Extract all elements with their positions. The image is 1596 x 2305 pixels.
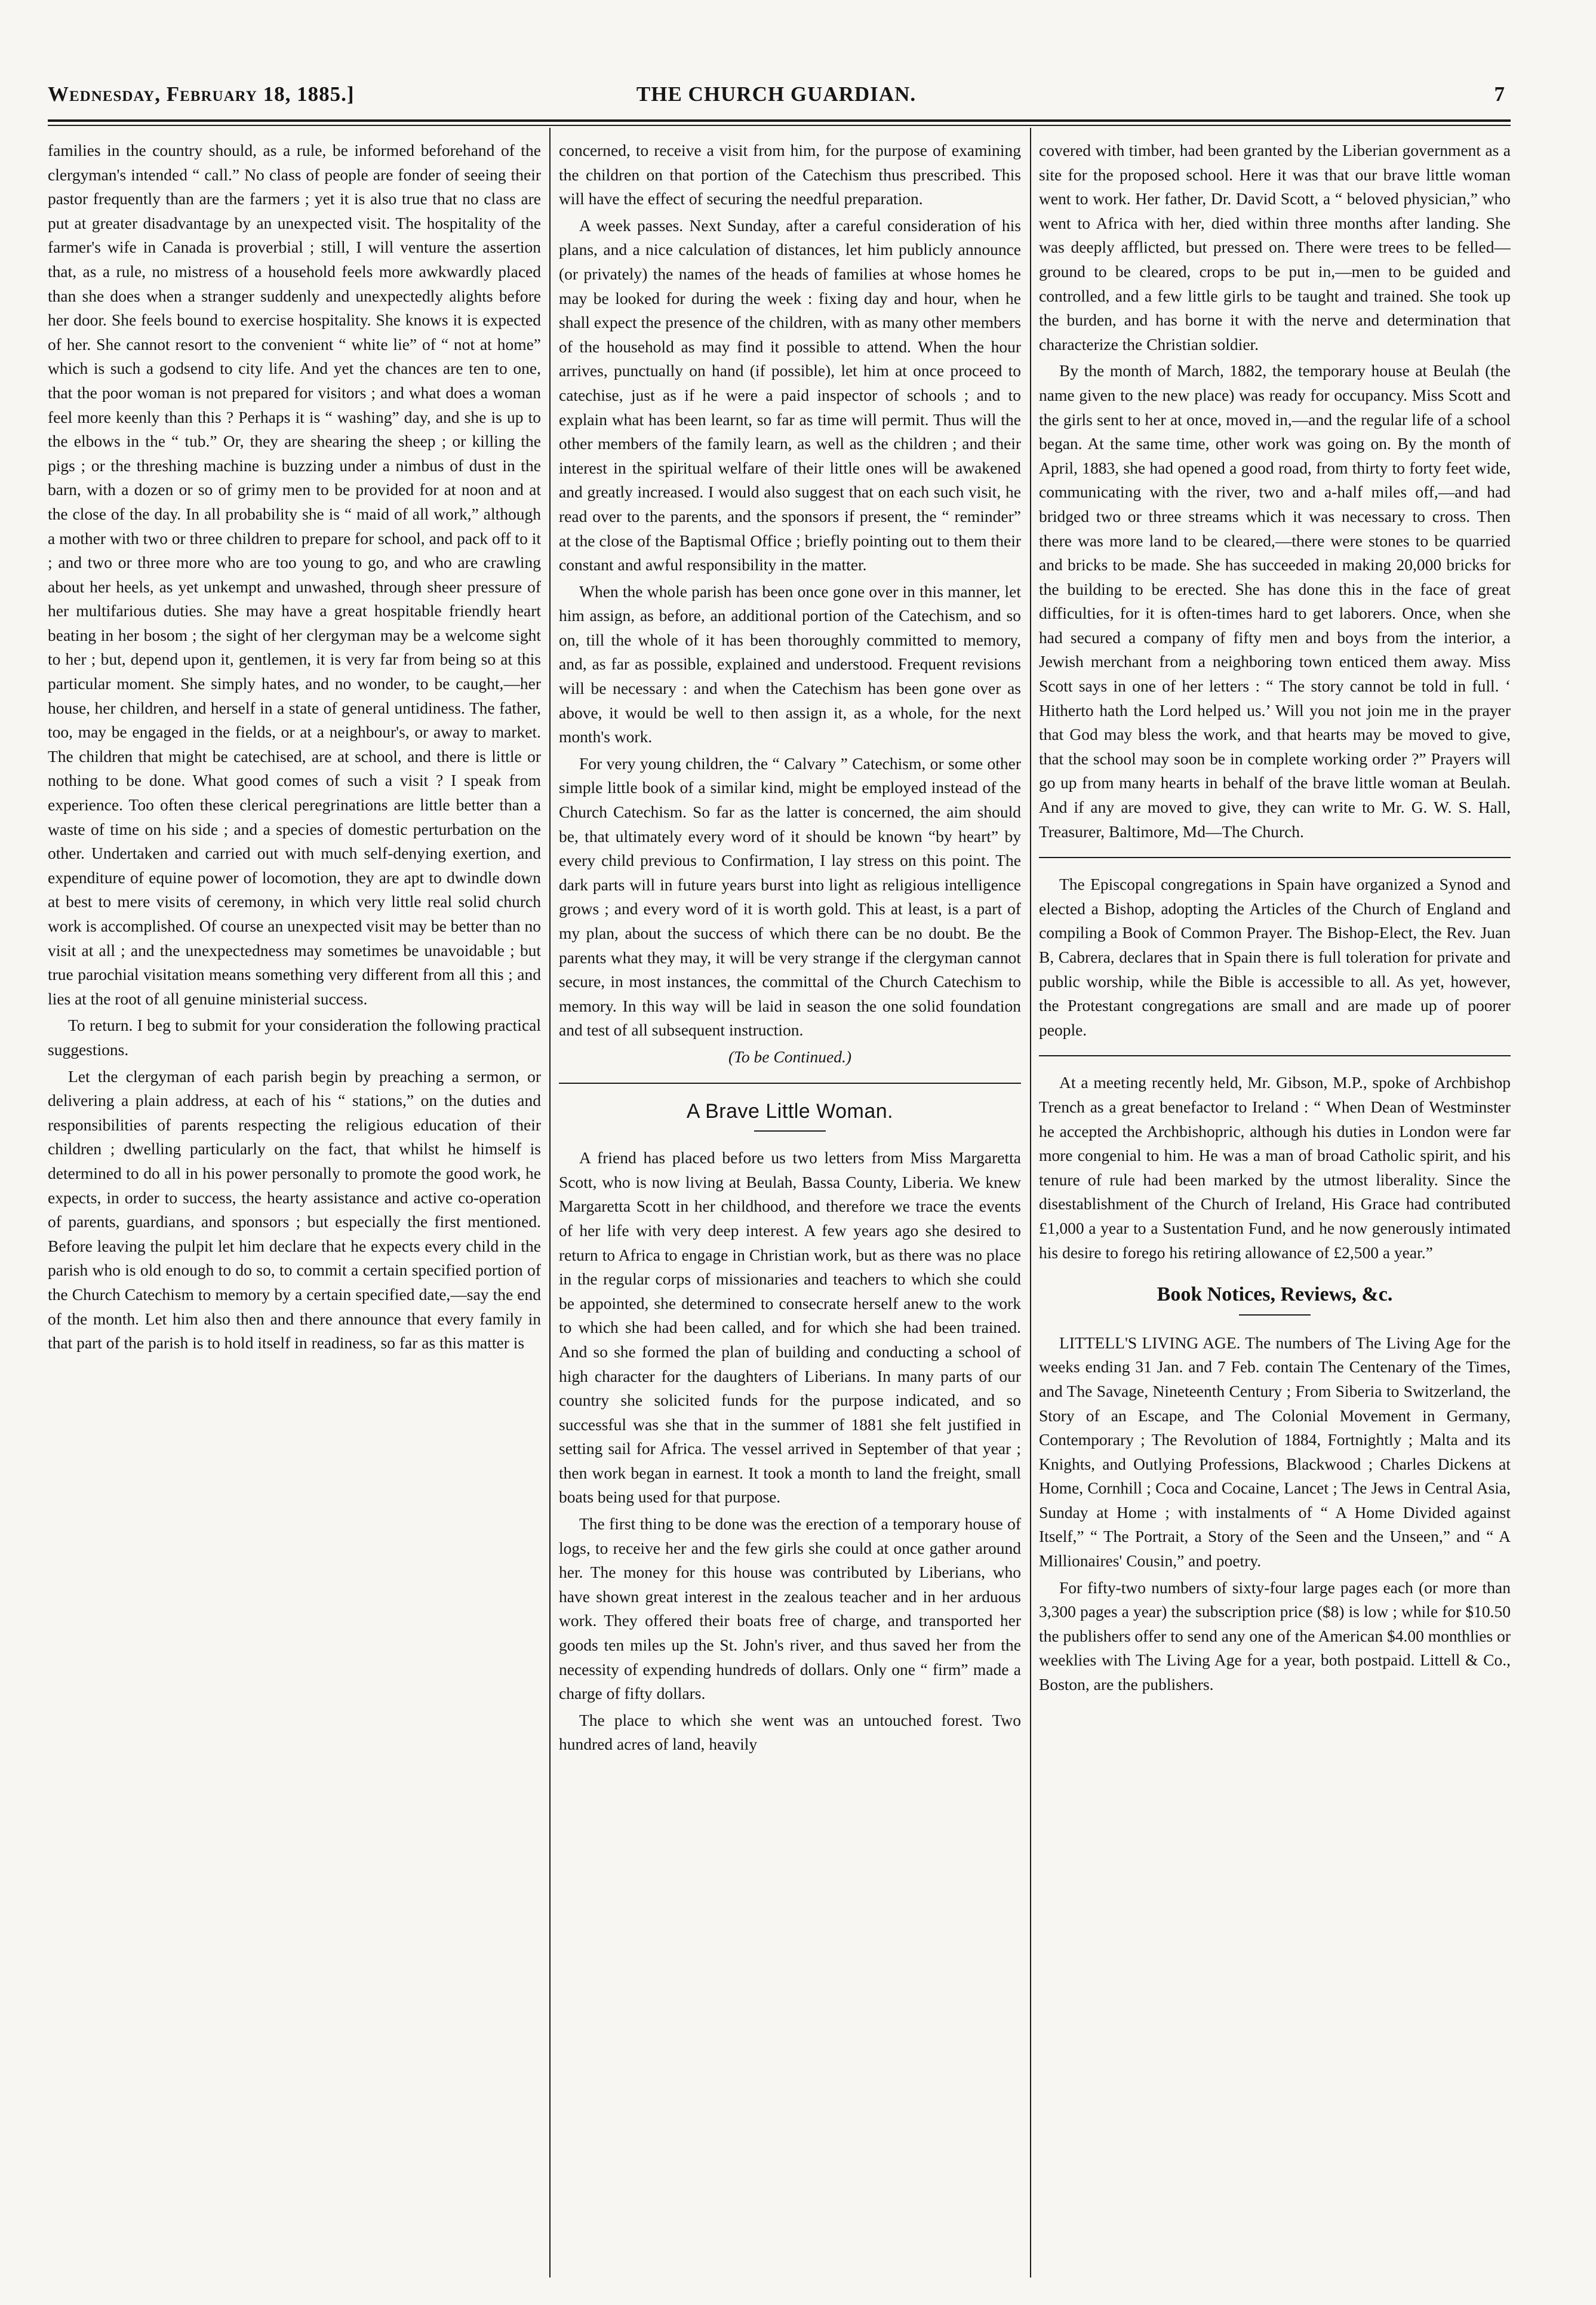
article-paragraph: concerned, to receive a visit from him, for the purpose of examining the children on that portion of the Catechism thus prescribed. This will have the effect of securing the needful preparation. [559, 141, 1021, 208]
book-notice-paragraph: For fifty-two numbers of sixty-four large pages each (or more than 3,300 pages a year) the subscription price ($8) is low ; while for $10.50 the publishers offer to send any one of the American $4.00 monthlies or weeklies with The Living Age for a year, both postpaid. Littell & Co., Boston, are the publishers. [1039, 1578, 1511, 1694]
issue-date: Wednesday, February 18, 1885.] [48, 82, 355, 106]
article-paragraph: To return. I beg to submit for your consideration the following practical suggestions. [48, 1016, 541, 1059]
section-divider [1039, 857, 1511, 858]
heading-underline [1239, 1314, 1311, 1316]
section-divider [1039, 1055, 1511, 1056]
to-be-continued-note: (To be Continued.) [728, 1047, 851, 1066]
article-paragraph: families in the country should, as a rule, be informed beforehand of the clergyman's intended “ call.” No class of people are fonder of seeing their pastor frequently than are the farmers ; yet it is also true that no class are put at greater disadvantage by an unexpected visit. The hospitality of the farmer's wife in Canada is proverbial ; still, I will venture the assertion that, as a rule, no mistress of a household feels more awkwardly placed than she does when a stranger suddenly and unexpectedly alights before her door. She feels bound to exercise hospitality. She knows it is expected of her. She cannot resort to the convenient “ white lie” of “ not at home” which is such a godsend to city life. And yet the chances are ten to one, that the poor woman is not prepared for visitors ; and what does a woman feel more keenly than this ? Perhaps it is “ washing” day, and she is up to the elbows in the “ tub.” Or, they are shearing the sheep ; or killing the pigs ; or the threshing machine is buzzing under a nimbus of dust in the barn, with a dozen or so of grimy men to be provided for at noon and at the close of the day. In all probability she is “ maid of all work,” although a mother with two or three children to prepare for school, and pack off to it ; and two or three more who are too young to go, and who are crawling about her heels, as yet unkempt and unwashed, through sheer pressure of her multifarious duties. She may have a great hospitable friendly heart beating in her bosom ; the sight of her clergyman may be a welcome sight to her ; but, depend upon it, gentlemen, it is very far from being so at this particular moment. She simply hates, and no wonder, to be caught,—her house, her children, and herself in a state of general untidiness. The father, too, may be engaged in the fields, or at a neighbour's, or away to market. The children that might be catechised, are at school, and there is little or nothing to be done. What good comes of such a visit ? I speak from experience. Too often these clerical peregrinations are little better than a waste of time on his side ; and a species of domestic perturbation on the other. Undertaken and carried out with much self-denying exertion, and expenditure of equine power of locomotion, they are apt to dwindle down at best to mere visits of ceremony, in which very little real solid church work is accomplished. Of course an unexpected visit may be better than no visit at all ; and the unexpectedness may sometimes be unavoidable ; but true parochial visitation means something very different from all this ; and lies at the root of all genuine ministerial success. [48, 141, 541, 1008]
article-paragraph: Let the clergyman of each parish begin by preaching a sermon, or delivering a plain address, at each of his “ stations,” on the duties and responsibilities of parents respecting the religious education of their children ; dwelling particularly on the fact, that whilst he himself is determined to do all in his power personally to promote the good work, he expects, in order to success, the hearty assistance and active co-operation of parents, guardians, and sponsors ; but especially the first mentioned. Before leaving the pulpit let him declare that he expects every child in the parish who is old enough to do so, to commit a certain specified portion of the Church Catechism to memory by a certain specified date,—say the end of the month. Let him also then and there announce that every family in that part of the parish is to hold itself in readiness, so far as this matter is [48, 1067, 541, 1353]
header-rule-thick [48, 119, 1511, 122]
article-paragraph: A week passes. Next Sunday, after a careful consideration of his plans, and a nice calculation of distances, let him publicly announce (or privately) the names of the heads of families at whose homes he may be looked for during the week : fixing day and hour, when he shall expect the presence of the children, with as many other members of the household as may find it possible to attend. When the hour arrives, punctually on hand (if possible), let him at once proceed to catechise, just as if he were a paid inspector of schools ; and to explain what has been learnt, so far as time will permit. Thus will the other members of the family learn, as well as the children ; and their interest in the spiritual welfare of their little ones will be awakened and greatly increased. I would also suggest that on each such visit, he read over to the parents, and the sponsors if present, the “ reminder” at the close of the Baptismal Office ; briefly pointing out to them their constant and awful responsibility in the matter. [559, 216, 1021, 574]
column-divider-2 [1030, 128, 1031, 2278]
article-paragraph: covered with timber, had been granted by the Liberian government as a site for the proposed school. Here it was that our brave little woman went to work. Her father, Dr. David Scott, a “ beloved physician,” who went to Africa with her, died within three months after landing. She was deeply afflicted, but pressed on. There were trees to be felled—ground to be cleared, crops to be put in,—men to be guided and controlled, and a few little girls to be taught and trained. She took up the burden, and has borne it with the nerve and determination that characterize the Christian soldier. [1039, 141, 1511, 354]
masthead [48, 82, 1505, 112]
article-paragraph: By the month of March, 1882, the temporary house at Beulah (the name given to the new place) was ready for occupancy. Miss Scott and the girls sent to her at once, moved in,—and the regular life of a school began. At the same time, other work was going on. By the month of April, 1883, she had opened a good road, from thirty to forty feet wide, communicating with the river, two and a-half miles off,—and had bridged two or three streams which it was necessary to cross. Then there was more land to be cleared,—there were stones to be quarried and bricks to be made. She has succeeded in making 20,000 bricks for the building to be erected. She has done this in the face of great difficulties, for it is often-times hard to get laborers. Once, when she had secured a company of fifty men and boys from the interior, a Jewish merchant from a neighboring town enticed them away. Miss Scott says in one of her letters : “ The story cannot be told in full. ‘ Hitherto hath the Lord helped us.’ Will you not join me in the prayer that God may bless the work, and that hearts may be moved to give, that the school may soon be in complete working order ?” Prayers will go up from many hearts in behalf of the brave little woman at Beulah. And if any are moved to give, they can write to Mr. G. W. S. Hall, Treasurer, Baltimore, Md—The Church. [1039, 361, 1511, 841]
page-number: 7 [1494, 82, 1505, 106]
article-paragraph: A friend has placed before us two letters from Miss Margaretta Scott, who is now living at Beulah, Bassa County, Liberia. We knew Margaretta Scott in her childhood, and therefore we trace the events of her life with very deep interest. A few years ago she desired to return to Africa to engage in Christian work, but as there was no place in the regular corps of missionaries and teachers to which she could be appointed, she determined to consecrate herself anew to the work to which she had been called, and for which she had been trained. And so she formed the plan of building and conducting a school of high character for the daughters of Liberians. In many parts of our country she solicited funds for the purpose indicated, and so successful was she that in the summer of 1881 she felt justified in setting sail for Africa. The vessel arrived in September of that year ; then work began in earnest. It took a month to land the freight, small boats being used for that purpose. [559, 1148, 1021, 1507]
heading-underline [754, 1130, 826, 1132]
column-divider-1 [549, 128, 551, 2278]
article-paragraph: The place to which she went was an untouched forest. Two hundred acres of land, heavily [559, 1710, 1021, 1754]
header-rule-thin [48, 125, 1511, 126]
book-notice-paragraph: LITTELL'S LIVING AGE. The numbers of The Living Age for the weeks ending 31 Jan. and 7 Feb. contain The Centenary of the Times, and The Savage, Nineteenth Century ; From Siberia to Switzerland, the Story of an Escape, and The Colonial Movement in Germany, Contemporary ; The Revolution of 1884, Fortnightly ; Malta and its Knights, and Outlying Professions, Blackwood ; Charles Dickens at Home, Cornhill ; Coca and Cocaine, Lancet ; The Jews in Central Asia, Sunday at Home ; with instalments of “ A Home Divided against Itself,” “ The Portrait, a Story of the Seen and the Unseen,” and “ A Millionaires' Cousin,” and poetry. [1039, 1333, 1511, 1571]
article-paragraph: When the whole parish has been once gone over in this manner, let him assign, as before, an additional portion of the Catechism, and so on, till the whole of it has been thoroughly committed to memory, and, as far as possible, explained and understood. Frequent revisions will be necessary : and when the Catechism has been gone over as above, it would be well to then assign it, as a whole, for the next month's work. [559, 582, 1021, 746]
column-2 [559, 139, 1021, 2276]
article-paragraph: For very young children, the “ Calvary ” Catechism, or some other simple little book of a similar kind, might be employed instead of the Church Catechism. So far as the latter is concerned, the aim should be, that ultimately every word of it should be known “by heart” by every child previous to Confirmation, I lay stress on this point. The dark parts will in future years burst into light as religious intelligence grows ; and every word of it is worth gold. This at least, is a part of my plan, about the success of which there can be no doubt. Be the parents what they may, it will be very strange if the clergyman cannot secure, in most instances, the committal of the Church Catechism to memory. In this way will be laid in season the one solid foundation and test of all subsequent instruction. [559, 754, 1021, 1040]
section-heading-brave-little-woman [559, 1099, 1021, 1132]
gibson-news-paragraph: At a meeting recently held, Mr. Gibson, M.P., spoke of Archbishop Trench as a great benefactor to Ireland : “ When Dean of Westminster he accepted the Archbishopric, although his duties in London were far more congenial to him. He was a man of broad Catholic spirit, and his tenure of rule had been marked by the utmost liberality. Since the disestablishment of the Church of Ireland, His Grace had contributed £1,000 a year to a Sustentation Fund, and he now generously intimated his desire to forego his retiring allowance of £2,500 a year.” [1039, 1073, 1511, 1262]
spain-news-paragraph: The Episcopal congregations in Spain have organized a Synod and elected a Bishop, adopting the Articles of the Church of England and compiling a Book of Common Prayer. The Bishop-Elect, the Rev. Juan B, Cabrera, declares that in Spain there is full toleration for private and public worship, while the Bible is accessible to all. As yet, however, the Protestant congregations are small and are made up of poorer people. [1039, 875, 1511, 1039]
newspaper-title: THE CHURCH GUARDIAN. [636, 82, 917, 106]
section-divider [559, 1083, 1021, 1084]
column-3 [1039, 139, 1511, 2276]
section-heading-text: Book Notices, Reviews, &c. [1157, 1283, 1393, 1306]
section-heading-book-notices [1039, 1283, 1511, 1316]
column-1 [48, 139, 541, 2276]
article-paragraph: The first thing to be done was the erection of a temporary house of logs, to receive her and the few girls she could at once gather around her. The money for this house was contributed by Liberians, who have shown great interest in the zealous teacher and in her arduous work. They offered their boats free of charge, and transported her goods ten miles up the St. John's river, and thus saved her from the necessity of expending hundreds of dollars. Only one “ firm” made a charge of fifty dollars. [559, 1514, 1021, 1703]
section-heading-text: A Brave Little Woman. [686, 1099, 894, 1123]
